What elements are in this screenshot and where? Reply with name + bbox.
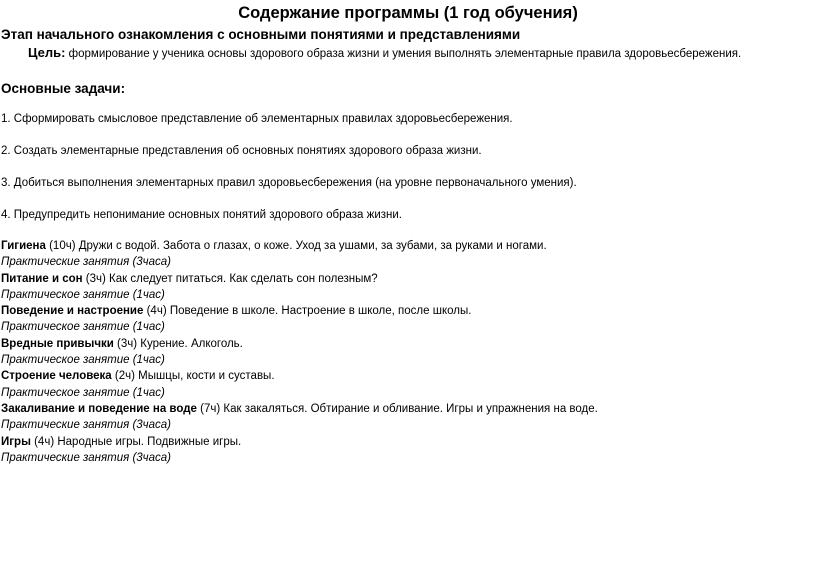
topic-hours: (2ч) <box>111 370 135 383</box>
topic-practice: Практические занятия (3часа) <box>1 256 171 269</box>
topic-name: Строение человека <box>1 370 112 383</box>
topic-hours: (3ч) <box>113 337 138 350</box>
topic-name: Питание и сон <box>1 272 83 285</box>
topic-hours: (10ч) <box>45 240 76 252</box>
topic-name: Игры <box>1 435 31 448</box>
topic-hours: (3ч) <box>82 272 106 285</box>
topic-description: Как следует питаться. Как сделать сон полезным? <box>105 272 378 285</box>
topic-name: Вредные привычки <box>1 337 114 350</box>
document-title: Содержание программы (1 год обучения) <box>238 4 578 22</box>
topic-description: Курение. Алкоголь. <box>137 337 243 350</box>
topic-practice: Практическое занятие (1час) <box>1 386 165 399</box>
topic-name: Гигиена <box>1 240 46 252</box>
task-item: 3. Добиться выполнения элементарных правил здоровьесбережения (на уровне первоначального умения). <box>1 177 577 189</box>
topic-line <box>1 368 598 384</box>
topic-description: Как закаляться. Обтирание и обливание. Игры и упражнения на воде. <box>220 402 598 415</box>
topic-hours: (7ч) <box>196 402 221 415</box>
topic-line <box>1 336 598 352</box>
topic-description: Поведение в школе. Настроение в школе, после школы. <box>166 305 472 318</box>
topic-line <box>1 434 598 450</box>
tasks-heading: Основные задачи: <box>1 81 126 96</box>
topic-practice: Практическое занятие (1час) <box>1 288 165 301</box>
topic-line <box>1 271 598 287</box>
topic-hours: (4ч) <box>143 305 167 318</box>
topic-line <box>1 303 598 319</box>
goal-text: формирование у ученика основы здорового образа жизни и умения выполнять элементарные правила здоровьесбережения. <box>65 48 742 60</box>
task-item: 2. Создать элементарные представления об основных понятиях здорового образа жизни. <box>1 145 482 157</box>
task-item: 1. Сформировать смысловое представление об элементарных правилах здоровьесбережения. <box>1 113 513 125</box>
topic-practice: Практическое занятие (1час) <box>1 321 165 334</box>
topic-hours: (4ч) <box>30 435 55 448</box>
topic-description: Народные игры. Подвижные игры. <box>54 435 242 448</box>
topic-description: Дружи с водой. Забота о глазах, о коже. Уход за ушами, за зубами, за руками и ногами. <box>75 240 547 252</box>
topic-name: Поведение и настроение <box>1 305 144 318</box>
topic-name: Закаливание и поведение на воде <box>1 402 197 415</box>
goal-label: Цель: <box>28 45 66 60</box>
topic-description: Мышцы, кости и суставы. <box>134 370 275 383</box>
task-item: 4. Предупредить непонимание основных понятий здорового образа жизни. <box>1 209 402 221</box>
topic-practice: Практическое занятие (1час) <box>1 354 165 367</box>
topic-line <box>1 238 598 254</box>
topic-practice: Практические занятия (3часа) <box>1 451 171 464</box>
goal-paragraph <box>28 45 741 62</box>
topic-practice: Практические занятия (3часа) <box>1 419 171 432</box>
stage-heading: Этап начального ознакомления с основными понятиями и представлениями <box>1 27 521 42</box>
topic-line <box>1 401 598 417</box>
topics-list <box>1 238 598 466</box>
